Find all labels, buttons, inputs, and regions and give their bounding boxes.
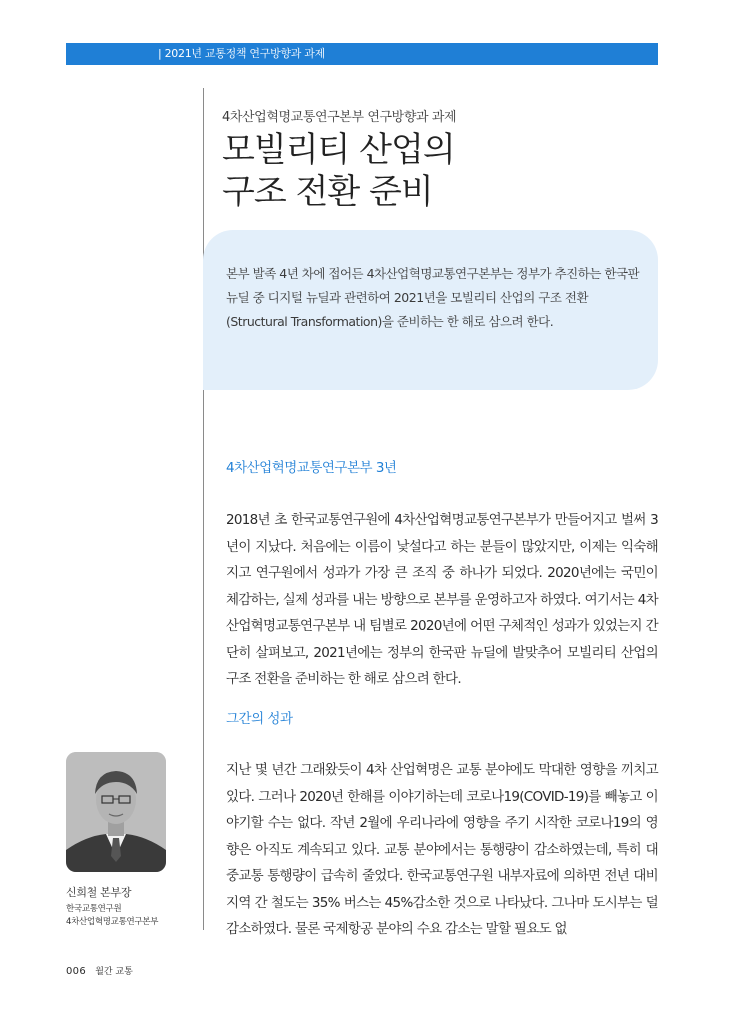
magazine-name: 월간 교통 [95, 967, 133, 977]
column-divider [203, 88, 204, 930]
author-photo [66, 752, 166, 872]
author-org: 한국교통연구원 [66, 904, 122, 914]
page-number: 006 [66, 966, 86, 977]
page-footer [66, 964, 133, 977]
article-title [222, 129, 455, 213]
section-heading-1: 4차산업혁명교통연구본부 3년 [226, 460, 397, 476]
title-line-2: 구조 전환 준비 [222, 172, 433, 212]
section-body-2: 지난 몇 년간 그래왔듯이 4차 산업혁명은 교통 분야에도 막대한 영향을 끼치고 있다. 그러나 2020년 한해를 이야기하는데 코로나19(COVID-19)를 빼놓고 이야기할 수는 없다. 작년 2월에 우리나라에 영향을 주기 시작한 코로나19의 영향은 아직도 계속되고 있다. 교통 분야에서는 통행량이 감소하였는데, 특히 대중교통 통행량이 급속히 줄었다. 한국교통연구원 내부자료에 의하면 전년 대비 지역 간 철도는 35% 버스는 45%감소한 것으로 나타났다. 그나마 도시부는 덜 감소하였다. 물론 국제항공 분야의 수요 감소는 말할 필요도 없 [226, 762, 658, 937]
author-dept: 4차산업혁명교통연구본부 [66, 917, 159, 927]
section-heading-2: 그간의 성과 [226, 711, 293, 727]
article-subtitle: 4차산업혁명교통연구본부 연구방향과 과제 [222, 110, 457, 125]
section-body-1: 2018년 초 한국교통연구원에 4차산업혁명교통연구본부가 만들어지고 벌써 3년이 지났다. 처음에는 이름이 낯설다고 하는 분들이 많았지만, 이제는 익숙해지고 연구원에서 성과가 가장 큰 조직 중 하나가 되었다. 2020년에는 국민이 체감하는, 실제 성과를 내는 방향으로 본부를 운영하고자 하였다. 여기서는 4차산업혁명교통연구본부 내 팀별로 2020년에 어떤 구체적인 성과가 있었는지 간단히 살펴보고, 2021년에는 정부의 한국판 뉴딜에 발맞추어 모빌리티 산업의 구조 전환을 준비하는 한 해로 삼으려 한다. [226, 512, 658, 687]
running-header: | 2021년 교통정책 연구방향과 과제 [66, 43, 658, 65]
author-name: 신희철 본부장 [66, 886, 132, 899]
summary-text: 본부 발족 4년 차에 접어든 4차산업혁명교통연구본부는 정부가 추진하는 한국판 뉴딜 중 디지털 뉴딜과 관련하여 2021년을 모빌리티 산업의 구조 전환(Structural Transformation)을 준비하는 한 해로 삼으려 한다. [226, 266, 640, 329]
author-portrait-icon [66, 752, 166, 872]
title-line-1: 모빌리티 산업의 [222, 130, 455, 170]
